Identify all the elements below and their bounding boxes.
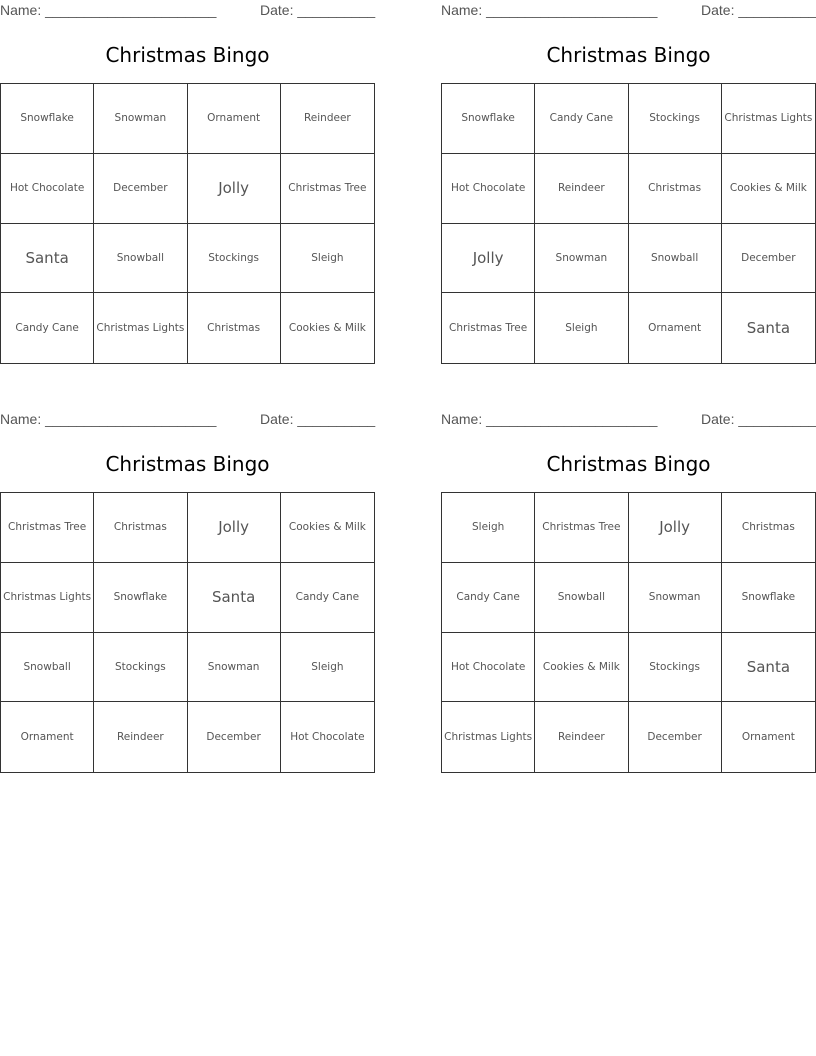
- bingo-cell: Snowman: [629, 563, 722, 633]
- bingo-cell: Reindeer: [535, 154, 628, 224]
- bingo-card-1: [0, 0, 376, 335]
- bingo-cell: December: [94, 154, 187, 224]
- name-field: Name: ______________________: [441, 2, 658, 18]
- bingo-cell: Hot Chocolate: [442, 154, 535, 224]
- card-title: Christmas Bingo: [546, 452, 711, 476]
- name-field: Name: ______________________: [0, 411, 217, 427]
- bingo-grid: [0, 83, 375, 364]
- bingo-cell: Snowflake: [722, 563, 815, 633]
- date-field: Date: __________: [701, 2, 816, 18]
- bingo-cell: Stockings: [629, 633, 722, 703]
- bingo-cell: Candy Cane: [535, 84, 628, 154]
- bingo-cell: Christmas Tree: [535, 493, 628, 563]
- name-field: Name: ______________________: [441, 411, 658, 427]
- bingo-cell: Santa: [746, 319, 791, 338]
- bingo-cell: Candy Cane: [442, 563, 535, 633]
- card-header-fields: [441, 0, 816, 22]
- bingo-cell: Sleigh: [442, 493, 535, 563]
- card-header-fields: [0, 409, 375, 431]
- bingo-cell: Reindeer: [535, 702, 628, 772]
- card-title: Christmas Bingo: [105, 43, 270, 67]
- bingo-cell: Candy Cane: [1, 293, 94, 363]
- bingo-card-3: [0, 409, 376, 744]
- bingo-cell: December: [722, 224, 815, 294]
- bingo-cell: Cookies & Milk: [288, 322, 366, 335]
- bingo-cell: Snowflake: [1, 84, 94, 154]
- bingo-cell: Christmas Tree: [281, 154, 374, 224]
- bingo-cell: Cookies & Milk: [535, 633, 628, 703]
- bingo-cell: Reindeer: [94, 702, 187, 772]
- bingo-cell: Stockings: [188, 224, 281, 294]
- bingo-cell: Snowflake: [442, 84, 535, 154]
- bingo-cell: Cookies & Milk: [281, 493, 374, 563]
- card-title: Christmas Bingo: [105, 452, 270, 476]
- bingo-cell: Snowman: [535, 224, 628, 294]
- card-header-fields: [0, 0, 375, 22]
- bingo-cell: Snowball: [629, 224, 722, 294]
- date-field: Date: __________: [260, 2, 376, 18]
- bingo-cell: Christmas: [722, 493, 815, 563]
- bingo-cell: Ornament: [741, 731, 795, 744]
- date-field: Date: __________: [701, 411, 816, 427]
- bingo-cell: Sleigh: [535, 293, 628, 363]
- bingo-cell: Hot Chocolate: [1, 154, 94, 224]
- bingo-cell: Snowman: [94, 84, 187, 154]
- bingo-cell: Snowball: [535, 563, 628, 633]
- bingo-cell: Jolly: [442, 224, 535, 294]
- bingo-cell: Jolly: [629, 493, 722, 563]
- bingo-cell: Santa: [188, 563, 281, 633]
- bingo-cell: Christmas Lights: [94, 293, 187, 363]
- bingo-cell: Ornament: [188, 84, 281, 154]
- bingo-cell: Cookies & Milk: [722, 154, 815, 224]
- bingo-cell: Snowball: [94, 224, 187, 294]
- bingo-cell: Ornament: [1, 702, 94, 772]
- bingo-cell: Snowflake: [94, 563, 187, 633]
- bingo-grid: [441, 83, 816, 364]
- bingo-cell: Candy Cane: [281, 563, 374, 633]
- bingo-cell: Christmas Lights: [722, 84, 815, 154]
- bingo-grid: [0, 492, 375, 773]
- bingo-cell: Stockings: [629, 84, 722, 154]
- bingo-card-4: [441, 409, 816, 744]
- bingo-cell: Sleigh: [281, 224, 374, 294]
- bingo-card-2: [441, 0, 816, 338]
- bingo-cell: Stockings: [94, 633, 187, 703]
- bingo-cell: Christmas: [94, 493, 187, 563]
- bingo-cell: Christmas Tree: [1, 493, 94, 563]
- bingo-cell: Snowman: [188, 633, 281, 703]
- bingo-grid: [441, 492, 816, 773]
- bingo-cell: December: [629, 702, 722, 772]
- bingo-cell: Christmas: [629, 154, 722, 224]
- bingo-cell: December: [188, 702, 281, 772]
- bingo-cell: Hot Chocolate: [290, 731, 365, 744]
- bingo-cell: Christmas Lights: [1, 563, 94, 633]
- name-field: Name: ______________________: [0, 2, 217, 18]
- bingo-cell: Santa: [1, 224, 94, 294]
- bingo-cell: Reindeer: [281, 84, 374, 154]
- bingo-cell: Christmas Tree: [442, 293, 535, 363]
- bingo-cell: Ornament: [629, 293, 722, 363]
- card-header-fields: [441, 409, 816, 431]
- bingo-cell: Jolly: [188, 154, 281, 224]
- bingo-cell: Hot Chocolate: [442, 633, 535, 703]
- bingo-cell: Christmas: [188, 293, 281, 363]
- bingo-cell: Jolly: [188, 493, 281, 563]
- bingo-cell: Snowball: [1, 633, 94, 703]
- bingo-cell: Sleigh: [281, 633, 374, 703]
- bingo-cell: Christmas Lights: [442, 702, 535, 772]
- card-title: Christmas Bingo: [546, 43, 711, 67]
- date-field: Date: __________: [260, 411, 376, 427]
- bingo-cell: Santa: [722, 633, 815, 703]
